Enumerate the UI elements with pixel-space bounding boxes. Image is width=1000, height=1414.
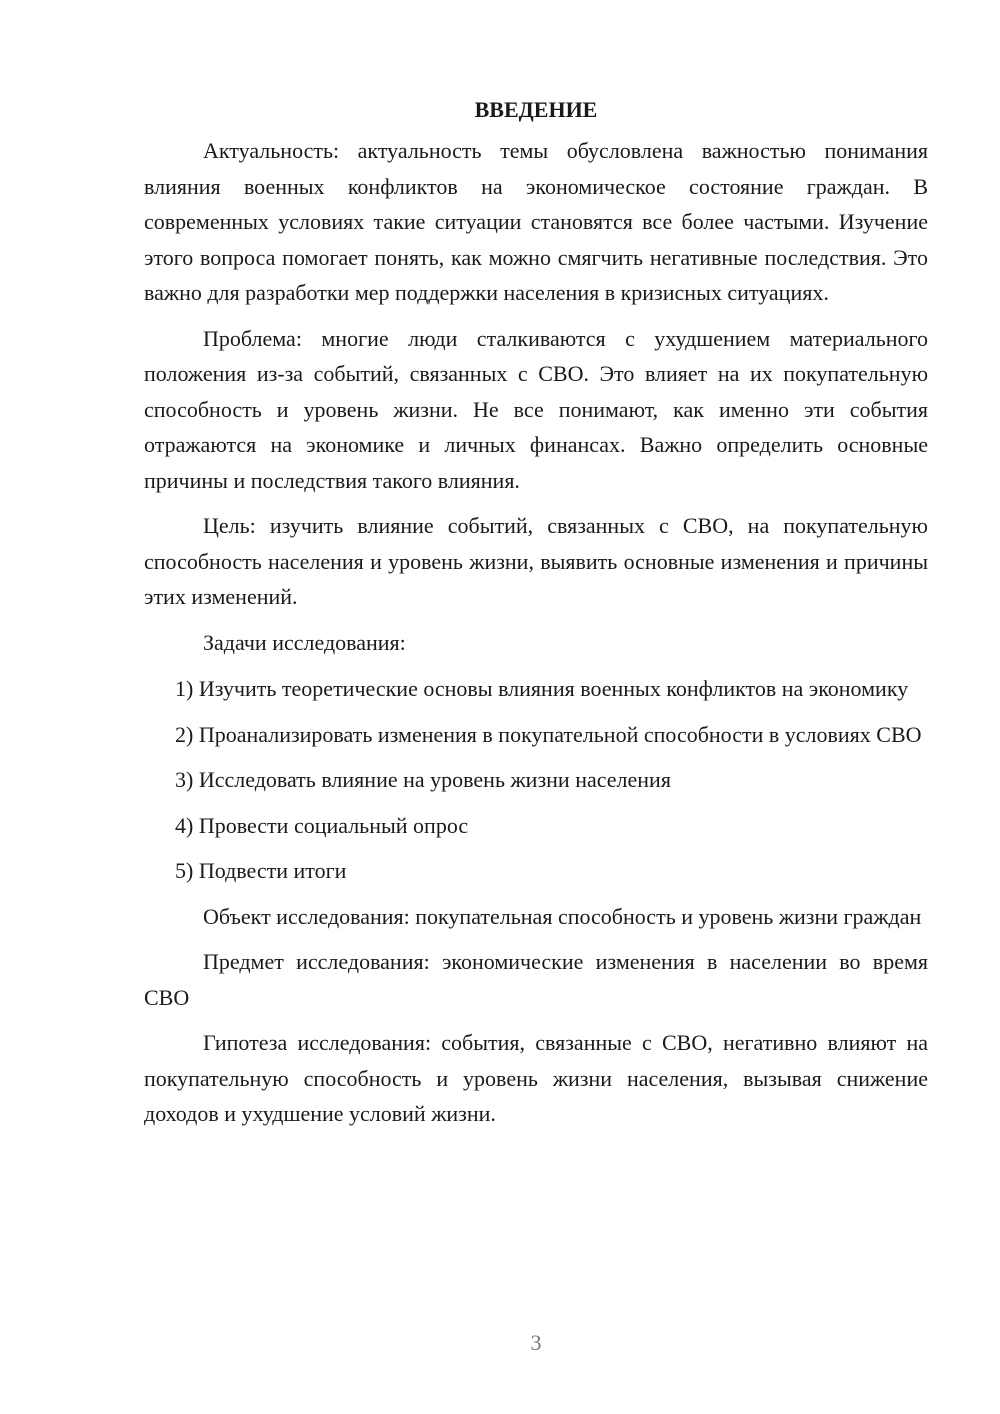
task-item-2: 2) Проанализировать изменения в покупательной способности в условиях СВО xyxy=(175,721,922,747)
page-body xyxy=(144,92,928,1142)
task-item-1: 1) Изучить теоретические основы влияния военных конфликтов на экономику xyxy=(175,676,909,701)
page-title: ВВЕДЕНИЕ xyxy=(474,97,598,122)
paragraph-goal: Цель: изучить влияние событий, связанных с СВО, на покупательную способность населения и уровень жизни, выявить основные изменения и причины этих изменений. xyxy=(144,513,928,609)
tasks-heading: Задачи исследования: xyxy=(203,629,406,655)
page-number: 3 xyxy=(530,1330,542,1355)
task-item-4: 4) Провести социальный опрос xyxy=(175,812,469,838)
task-item-5: 5) Подвести итоги xyxy=(175,858,347,883)
task-item-3: 3) Исследовать влияние на уровень жизни населения xyxy=(175,767,671,792)
paragraph-object: Объект исследования: покупательная способность и уровень жизни граждан xyxy=(203,903,922,929)
paragraph-problem: Проблема: многие люди сталкиваются с ухудшением материального положения из-за событий, связанных с СВО. Это влияет на их покупательную способность и уровень жизни. Не все понимают, как именно эти события отражаются на экономике и личных финансах. Важно определить основные причины и последствия такого влияния. xyxy=(144,325,928,493)
paragraph-relevance: Актуальность: актуальность темы обусловлена важностью понимания влияния военных конфликтов на экономическое состояние граждан. В современных условиях такие ситуации становятся все более частыми. Изучение этого вопроса помогает понять, как можно смягчить негативные последствия. Это важно для разработки мер поддержки населения в кризисных ситуациях. xyxy=(144,138,928,305)
paragraph-hypothesis: Гипотеза исследования: события, связанные с СВО, негативно влияют на покупательную способность и уровень жизни населения, вызывая снижение доходов и ухудшение условий жизни. xyxy=(144,1030,928,1126)
paragraph-subject: Предмет исследования: экономические изменения в населении во время СВО xyxy=(144,949,928,1010)
